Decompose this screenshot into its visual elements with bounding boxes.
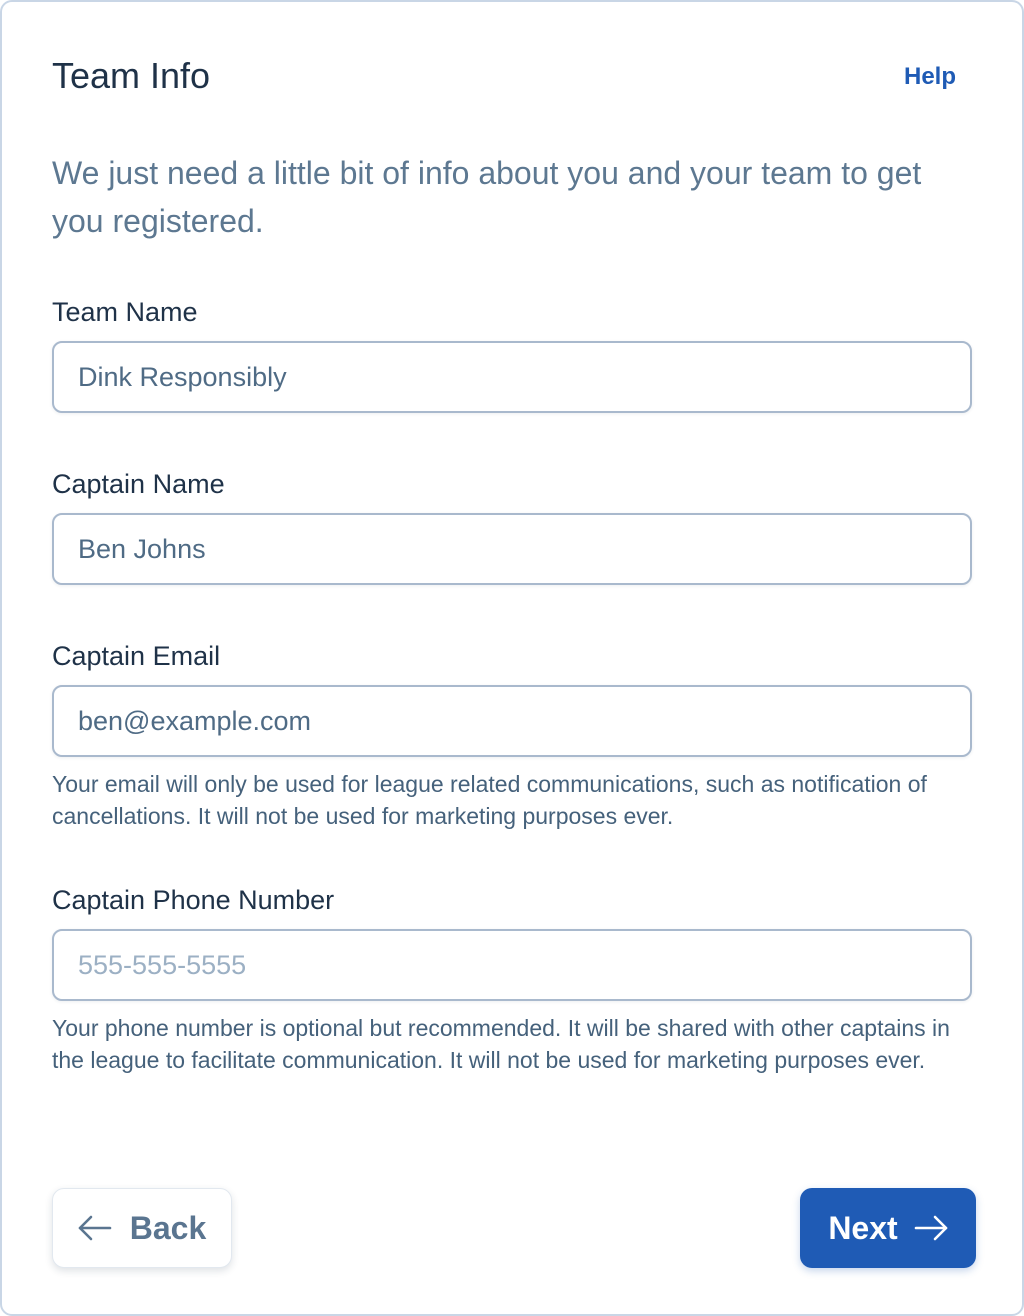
- captain-email-input[interactable]: [52, 685, 972, 757]
- captain-email-label: Captain Email: [52, 641, 221, 671]
- help-link[interactable]: Help: [903, 63, 956, 90]
- captain-phone-input[interactable]: [52, 929, 972, 1001]
- captain-phone-help: Your phone number is optional but recommended. It will be shared with other captains in the league to facilitate communication. It will not be used for marketing purposes ever.: [52, 1015, 950, 1073]
- page-title: Team Info: [52, 55, 211, 96]
- next-button[interactable]: [800, 1188, 976, 1268]
- intro-text: We just need a little bit of info about you and your team to get you registered.: [52, 155, 922, 239]
- captain-name-label: Captain Name: [52, 469, 225, 499]
- arrow-right-icon: [914, 1215, 948, 1241]
- back-button-label: Back: [129, 1209, 207, 1246]
- team-name-label: Team Name: [52, 297, 198, 327]
- captain-email-help: Your email will only be used for league related communications, such as notification of cancellations. It will not be used for marketing purposes ever.: [52, 771, 927, 829]
- next-button-label: Next: [828, 1209, 898, 1246]
- arrow-left-icon: [78, 1215, 112, 1241]
- captain-phone-label: Captain Phone Number: [52, 885, 335, 915]
- team-name-input[interactable]: [52, 341, 972, 413]
- back-button[interactable]: [52, 1188, 232, 1268]
- captain-name-input[interactable]: [52, 513, 972, 585]
